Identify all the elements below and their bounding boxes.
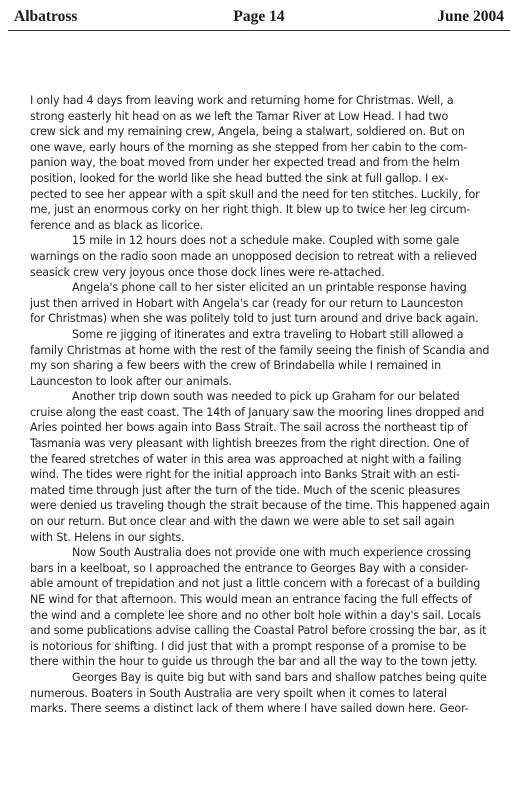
text-line: wind. The tides were right for the initial approach into Banks Strait with an esti- — [30, 468, 460, 482]
article-paragraph — [30, 670, 492, 717]
text-line: for Christmas) when she was politely told to just turn around and drive back again. — [30, 312, 479, 326]
text-line: on our return. But once clear and with the dawn we were able to set sail again — [30, 515, 455, 529]
text-line: 15 mile in 12 hours does not a schedule make. Coupled with some gale — [72, 234, 460, 248]
text-line: numerous. Boaters in South Australia are very spoilt when it comes to lateral — [30, 686, 447, 700]
article-paragraph — [30, 545, 492, 670]
header-rule — [8, 30, 510, 31]
text-line: warnings on the radio soon made an unopposed decision to retreat with a relieved — [30, 249, 477, 263]
text-line: with St. Helens in our sights. — [30, 530, 185, 544]
article-paragraph — [30, 280, 492, 327]
text-line: Tasmania was very pleasant with lightish breezes from the right direction. One of — [30, 437, 470, 451]
text-line: cruise along the east coast. The 14th of January saw the mooring lines dropped and — [30, 405, 485, 419]
text-line: there within the hour to guide us through the bar and all the way to the town jetty. — [30, 655, 478, 669]
text-line: pected to see her appear with a spit skull and the need for ten stitches. Luckily, for — [30, 187, 480, 201]
text-line: Another trip down south was needed to pick up Graham for our belated — [72, 390, 460, 404]
page-number: Page 14 — [233, 8, 285, 25]
text-line: marks. There seems a distinct lack of them where I have sailed down here. Geor- — [30, 702, 469, 716]
text-line: just then arrived in Hobart with Angela's car (ready for our return to Launceston — [30, 296, 464, 310]
text-line: mated time through just after the turn of the tide. Much of the scenic pleasures — [30, 483, 461, 497]
article-body — [30, 93, 492, 717]
text-line: NE wind for that afternoon. This would mean an entrance facing the full effects of — [30, 593, 472, 606]
article-paragraph — [30, 389, 492, 545]
article-paragraph — [30, 327, 492, 389]
text-line: Georges Bay is quite big but with sand bars and shallow patches being quite — [72, 670, 487, 684]
text-line: bars in a keelboat, so I approached the entrance to Georges Bay with a consider- — [30, 561, 469, 575]
text-line: able amount of trepidation and not just a little concern with a forecast of a building — [30, 577, 481, 591]
text-line: is notorious for shifting. I did just that with a prompt response of a promise to be — [30, 639, 467, 653]
text-line: the wind and a complete lee shore and no other bolt hole within a day's sail. Locals — [30, 608, 481, 622]
text-line: ference and as black as licorice. — [30, 218, 204, 232]
article-paragraph — [30, 93, 492, 233]
text-line: panion way, the boat moved from under her expected tread and from the helm — [30, 156, 460, 170]
text-line: crew sick and my remaining crew, Angela, being a stalwart, soldiered on. But on — [30, 125, 465, 139]
text-line: were denied us traveling though the strait because of the time. This happened again — [30, 499, 490, 513]
text-line: Some re jigging of itinerates and extra traveling to Hobart still allowed a — [72, 327, 464, 341]
publication-title: Albatross — [14, 8, 78, 25]
text-line: Aries pointed her bows again into Bass Strait. The sail across the northeast tip of — [30, 421, 468, 435]
text-line: family Christmas at home with the rest of the family seeing the finish of Scandia and — [30, 343, 490, 357]
text-line: position, looked for the world like she head butted the sink at full gallop. I ex- — [30, 171, 449, 185]
text-line: seasick crew very joyous once those dock lines were re-attached. — [30, 265, 385, 279]
text-line: the feared stretches of water in this area was approached at night with a failing — [30, 452, 462, 466]
text-line: my son sharing a few beers with the crew of Brindabella while I remained in — [30, 359, 441, 373]
page-header — [14, 8, 504, 30]
article-paragraph — [30, 233, 492, 280]
text-line: strong easterly hit head on as we left the Tamar River at Low Head. I had two — [30, 109, 449, 123]
text-line: Launceston to look after our animals. — [30, 374, 232, 388]
text-line: I only had 4 days from leaving work and returning home for Christmas. Well, a — [30, 94, 454, 107]
issue-date: June 2004 — [437, 8, 504, 25]
text-line: Now South Australia does not provide one with much experience crossing — [72, 546, 472, 560]
text-line: me, just an enormous corky on her right thigh. It blew up to twice her leg circum- — [30, 203, 471, 217]
text-line: and some publications advise calling the Coastal Patrol before crossing the bar, as it — [30, 624, 487, 638]
text-line: one wave, early hours of the morning as she stepped from her cabin to the com- — [30, 140, 468, 154]
text-line: Angela's phone call to her sister elicited an un printable response having — [72, 281, 467, 295]
